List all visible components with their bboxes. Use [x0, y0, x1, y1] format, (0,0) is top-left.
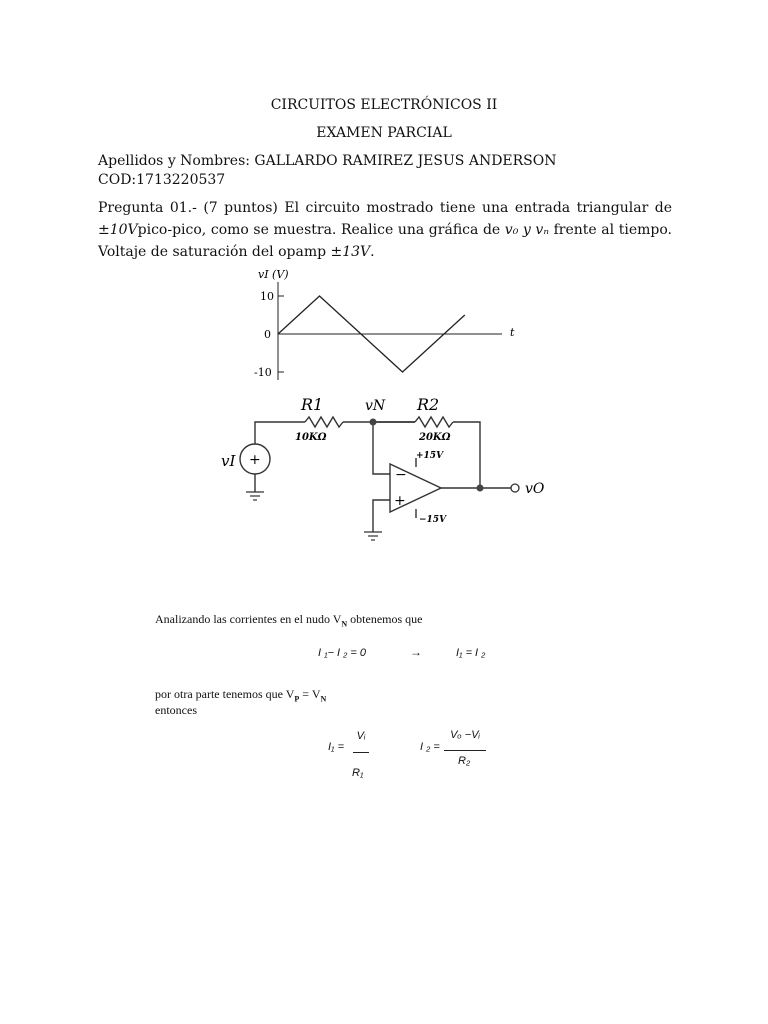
- analysis-line-1: [155, 612, 423, 628]
- analysis-line-2: [155, 687, 326, 703]
- inverting-amplifier-circuit: [215, 392, 555, 552]
- feedback-wire: [453, 422, 480, 488]
- y-axis-label: vI (V): [258, 268, 289, 281]
- r2-value: 20KΩ: [419, 432, 451, 443]
- student-code: COD:1713220537: [98, 172, 226, 188]
- question-pm13v: ±13V: [330, 244, 371, 260]
- r1-label: R1: [301, 395, 324, 414]
- student-name: Apellidos y Nombres: GALLARDO RAMIREZ JESUS ANDERSON: [98, 153, 557, 169]
- resistor-r2: [415, 417, 453, 427]
- r2-label: R2: [417, 395, 440, 414]
- r1-value: 10KΩ: [295, 432, 327, 443]
- question-part3: frente al tiempo. Voltaje de saturación del opamp: [98, 222, 672, 260]
- current-balance-equation: I ₁− I ₂ = 0: [318, 647, 367, 659]
- i2-label: I ₂ =: [420, 741, 440, 753]
- i1-denominator: R₁: [352, 767, 364, 779]
- i1-fraction-bar: [353, 752, 369, 753]
- vn-label: vN: [365, 398, 386, 414]
- question-text: [98, 197, 672, 263]
- course-title: CIRCUITOS ELECTRÓNICOS II: [270, 97, 498, 113]
- i1-numerator: Vᵢ: [356, 730, 366, 742]
- vo-label: vO: [525, 481, 545, 497]
- analysis-line-1b: obtenemos que: [347, 612, 423, 626]
- inverting-input-sign: −: [395, 467, 407, 483]
- resistor-r1: [305, 417, 343, 427]
- output-node: [477, 485, 484, 492]
- tick-label-minus10: -10: [254, 366, 272, 379]
- vplus-label: +15V: [416, 451, 444, 461]
- question-part2: pico-pico, como se muestra. Realice una gráfica de: [137, 222, 505, 238]
- vi-label: vI: [221, 452, 236, 470]
- i2-denominator: R₂: [458, 755, 471, 767]
- ground-icon: [246, 492, 264, 500]
- source-plus-icon: +: [249, 452, 261, 468]
- exam-title: EXAMEN PARCIAL: [316, 125, 452, 141]
- x-axis-label: t: [510, 326, 515, 339]
- i2-numerator: Vₒ −Vᵢ: [450, 729, 480, 741]
- analysis-line-2-mid: = V: [299, 687, 321, 701]
- input-waveform-graph: [240, 262, 520, 384]
- ground-icon: [364, 532, 382, 540]
- current-equality-equation: I₁ = I ₂: [456, 647, 486, 659]
- question-part4: .: [370, 244, 375, 260]
- node-to-inverting-wire: [373, 422, 390, 474]
- analysis-line-2a: por otra parte tenemos que V: [155, 687, 295, 701]
- output-terminal-icon: [511, 484, 519, 492]
- noninverting-input-sign: +: [394, 493, 406, 509]
- tick-label-0: 0: [264, 328, 271, 341]
- i1-label: I₁ =: [328, 741, 345, 753]
- question-part1: Pregunta 01.- (7 puntos) El circuito mostrado tiene una entrada triangular de: [98, 200, 672, 216]
- analysis-line-2-sub2: N: [320, 694, 327, 704]
- noninverting-ground-wire: [373, 500, 390, 532]
- analysis-line-1a: Analizando las corrientes en el nudo V: [155, 612, 342, 626]
- node-vn: [370, 419, 377, 426]
- analysis-line-3: entonces: [155, 703, 197, 717]
- tick-label-10: 10: [260, 290, 274, 303]
- vminus-label: −15V: [419, 515, 447, 525]
- question-pm10v: ±10V: [98, 222, 138, 238]
- arrow-icon: →: [410, 645, 422, 659]
- question-vo-vn: v₀ y vₙ: [504, 222, 550, 238]
- analysis-line-1-sub: N: [341, 619, 348, 629]
- analysis-line-2-sub1: P: [294, 694, 300, 704]
- i2-fraction-bar: [444, 750, 486, 751]
